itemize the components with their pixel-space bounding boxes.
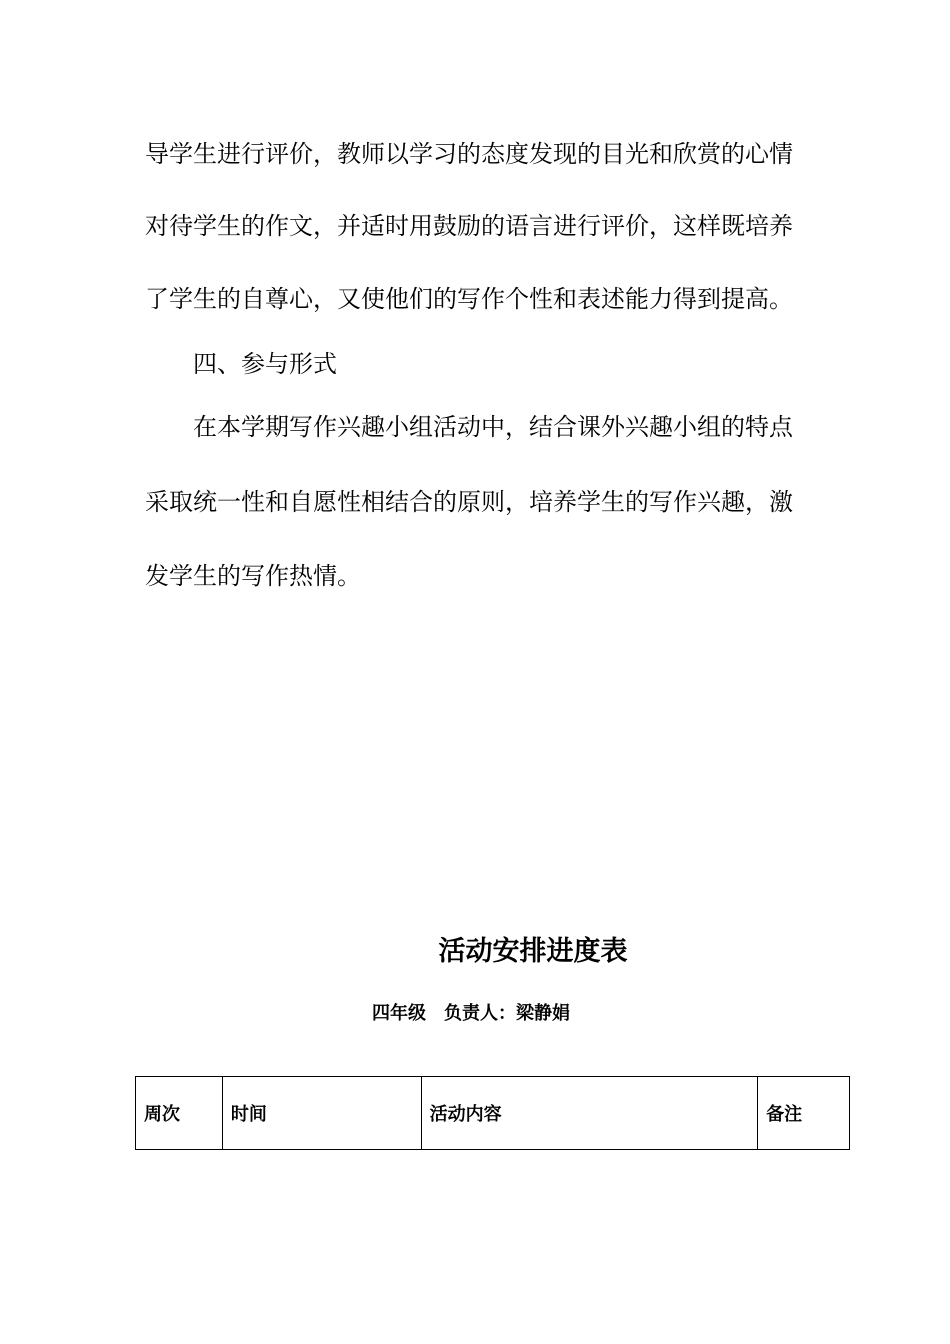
column-header-notes: 备注 [758,1077,850,1150]
section-heading: 四、参与形式 [193,350,337,378]
paragraph-line-2: 对待学生的作文，并适时用鼓励的语言进行评价，这样既培养 [145,212,793,240]
schedule-table [135,1076,850,1150]
paragraph-line-1: 导学生进行评价，教师以学习的态度发现的目光和欣赏的心情 [145,140,793,168]
column-header-activity: 活动内容 [421,1077,757,1150]
column-header-time: 时间 [222,1077,421,1150]
table-header-row [136,1077,850,1150]
schedule-subtitle: 四年级 负责人：梁静娟 [372,1003,570,1024]
column-header-week: 周次 [136,1077,223,1150]
section-line-2: 采取统一性和自愿性相结合的原则，培养学生的写作兴趣，激 [145,488,793,516]
section-line-3: 发学生的写作热情。 [145,562,361,590]
paragraph-line-3: 了学生的自尊心，又使他们的写作个性和表述能力得到提高。 [145,285,793,313]
schedule-title: 活动安排进度表 [438,936,628,967]
section-line-1: 在本学期写作兴趣小组活动中，结合课外兴趣小组的特点 [193,413,793,441]
